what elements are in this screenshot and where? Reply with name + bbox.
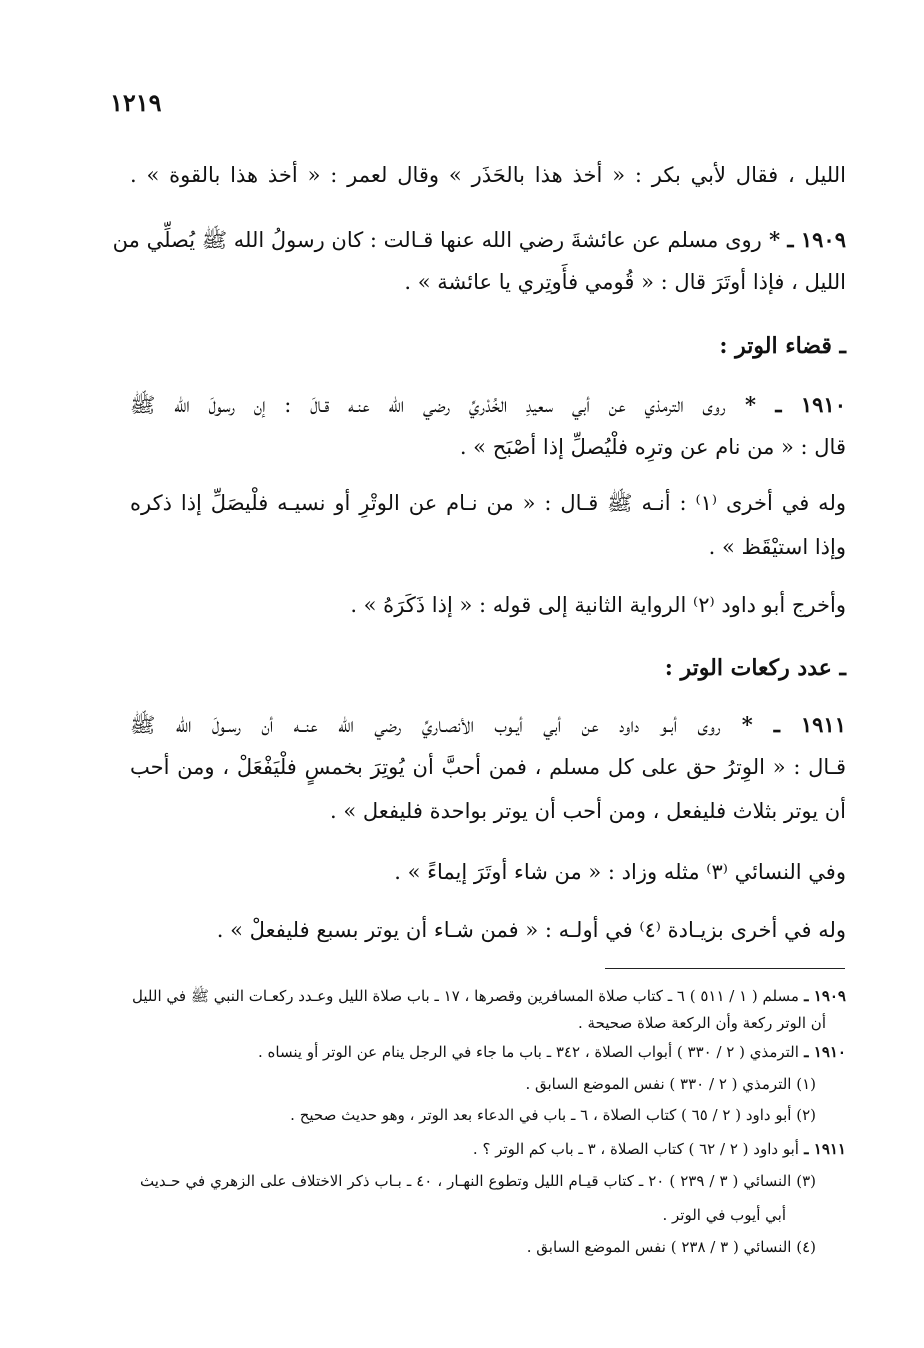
hadith-number: ١٩١٠ ـ * xyxy=(725,392,846,417)
line-text: وإذا استيْقَظ » . xyxy=(708,535,846,559)
footnote xyxy=(578,1012,826,1034)
footnote-number: ١٩١١ ـ xyxy=(798,1140,846,1158)
footnote-text: الترمذي ( ٢ / ٣٣٠ ) أبواب الصلاة ، ٣٤٢ ـ باب ما جاء في الرجل ينام عن الوتر أو ينساه . xyxy=(258,1043,799,1061)
footnote xyxy=(527,1236,816,1258)
hadith-1909-line xyxy=(112,225,846,255)
footnote xyxy=(258,1041,846,1063)
footnote-text: أبي أيوب في الوتر . xyxy=(662,1206,786,1224)
text-line xyxy=(130,752,846,782)
footnote-number: ١٩١٠ ـ xyxy=(798,1043,846,1061)
footnote-text: (١) الترمذي ( ٢ / ٣٣٠ ) نفس الموضع السابق . xyxy=(525,1075,816,1093)
footnote-text: أبو داود ( ٢ / ٦٢ ) كتاب الصلاة ، ٣ ـ باب كم الوتر ؟ . xyxy=(472,1140,799,1158)
section-heading: ـ عدد ركعات الوتر : xyxy=(664,655,846,681)
text-line xyxy=(350,590,846,620)
footnote-text: (٢) أبو داود ( ٢ / ٦٥ ) كتاب الصلاة ، ٦ ـ باب في الدعاء بعد الوتر ، وهو حديث صحيح . xyxy=(290,1106,816,1124)
text-line xyxy=(460,432,846,462)
hadith-1910-line xyxy=(130,390,846,420)
line-text: الليل ، فقال لأبي بكر : « أخذ هذا بالحَذَر » وقال لعمر : « أخذ هذا بالقوة » . xyxy=(130,163,846,187)
footnote-number: ١٩٠٩ ـ xyxy=(798,987,846,1005)
text-line xyxy=(709,532,846,562)
section-heading: ـ قضاء الوتر : xyxy=(719,333,846,359)
line-text: الليل ، فإذا أوتَرَ قال : « قُومي فأَوتِري يا عائشة » . xyxy=(404,270,846,294)
footnote xyxy=(290,1104,816,1126)
line-text: أن يوتر بثلاث فليفعل ، ومن أحب أن يوتر بواحدة فليفعل » . xyxy=(330,799,846,823)
line-text: قـال : « الوِترُ حق على كل مسلم ، فمن أحبَّ أن يُوتِرَ بخمسٍ فلْيَفْعَلْ ، ومن أحب xyxy=(130,755,846,779)
line-text: وله في أخرى ⁽١⁾ : أنـه ﷺ قـال : « من نـام عن الوتْرِ أو نسيـه فلْيصَلِّ إذا ذكره xyxy=(130,491,846,515)
hadith-number: ١٩٠٩ ـ * xyxy=(761,227,846,252)
hadith-number: ١٩١١ ـ * xyxy=(720,712,846,737)
footnote xyxy=(132,985,846,1007)
text-line xyxy=(130,488,846,518)
text-line xyxy=(404,267,846,297)
footnote-text: مسلم ( ١ / ٥١١ ) ٦ ـ كتاب صلاة المسافرين وقصرها ، ١٧ ـ باب صلاة الليل وعـدد ركعـات النبي ﷺ في الليل xyxy=(132,987,799,1005)
hadith-1911-line xyxy=(130,710,846,740)
footnote-text: (٣) النسائي ( ٣ / ٢٣٩ ) ٢٠ ـ كتاب قيـام الليل وتطوع النهـار ، ٤٠ ـ بـاب ذكر الاختلاف على الزهري في حـديث xyxy=(140,1172,817,1190)
line-text: قال : « من نام عن وترِه فلْيُصلِّ إذا أصْبَح » . xyxy=(459,435,846,459)
page-number: ١٢١٩ xyxy=(110,88,162,117)
footnote xyxy=(662,1204,786,1226)
footnote xyxy=(140,1170,816,1192)
text-line xyxy=(130,160,846,190)
line-text: وأخرج أبو داود ⁽٢⁾ الرواية الثانية إلى قوله : « إذا ذَكَرَهُ » . xyxy=(350,593,846,617)
text-line xyxy=(217,915,846,945)
footnote xyxy=(525,1073,816,1095)
line-text: روى أبـو داود عن أبي أيـوب الأنصـاريِّ رضي الله عنــه أن رسـولَ الله ﷺ xyxy=(130,713,721,737)
line-text: روى مسلم عن عائشةَ رضي الله عنها قـالت : كان رسولُ الله ﷺ يُصلِّي من xyxy=(112,228,762,252)
footnote-text: أن الوتر ركعة وأن الركعة صلاة صحيحة . xyxy=(577,1014,826,1032)
line-text: وفي النسائي ⁽٣⁾ مثله وزاد : « من شاء أوتَرَ إيماءً » . xyxy=(394,860,846,884)
line-text: وله في أخرى بزيـادة ⁽٤⁾ في أولـه : « فمن شـاء أن يوتر بسبع فليفعلْ » . xyxy=(216,918,846,942)
text-line xyxy=(330,796,846,826)
line-text: روى الترمذي عن أبي سعيدِ الخُدْريِّ رضي الله عنـه قـالَ : إن رسولَ الله ﷺ xyxy=(130,393,726,417)
footnote xyxy=(473,1138,846,1160)
text-line xyxy=(394,857,846,887)
footnote-text: (٤) النسائي ( ٣ / ٢٣٨ ) نفس الموضع السابق . xyxy=(526,1238,816,1256)
footnote-divider xyxy=(605,968,845,969)
